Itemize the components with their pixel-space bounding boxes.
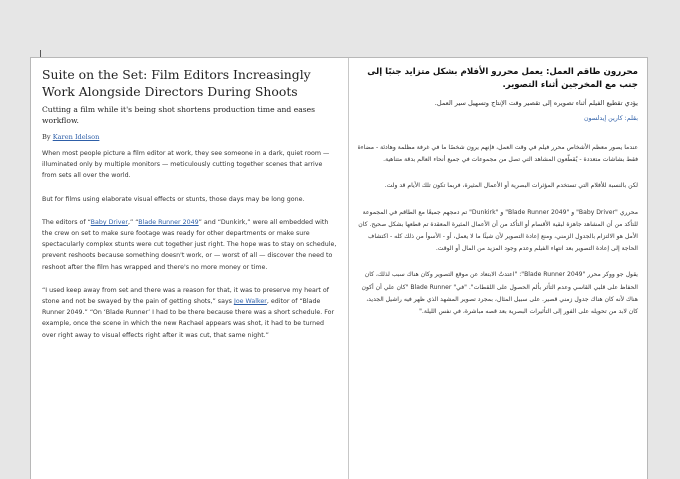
p3-text-a: The editors of “ (42, 218, 91, 226)
paragraph-ar-4: يقول جو ووكر محرر "Blade Runner 2049": "اعتدتُ الابتعاد عن موقع التصوير وكان هناك سبب لذلك، كان الحفاظ على قلبي القاسي وعدم التأثر بألم الحصول على اللقطات". "في" Blade Runner "كان علي أن أكون هناك لأنه كان هناك جدول زمني قصير. على سبيل المثال، بمجرد تصوير المشهد الذي ظهر فيه راشيل الجديد، كان لابد من تحويله على الفور إلى التأثيرات البصرية بعد قصه مباشرة، في نفس الليلة." (361, 271, 638, 316)
article-title-en: Suite on the Set: Film Editors Increasingly Work Alongside Directors During Shoots (42, 67, 311, 99)
blade-runner-link[interactable]: Blade Runner 2049 (138, 218, 199, 226)
paragraph-en-2: But for films using elaborate visual effects or stunts, those days may be long gone. (42, 195, 305, 203)
document-page (30, 57, 648, 479)
article-title-ar: محررون طاقم العمل: يعمل محررو الأفلام بشكل متزايد جنبًا إلى جنب مع المخرجين أثناء التصوير. (367, 67, 638, 90)
arabic-column (356, 66, 638, 332)
byline-ar: بقلم: كارين إيدلسون (583, 115, 638, 122)
column-divider (348, 58, 349, 479)
joe-walker-link[interactable]: Joe Walker (233, 298, 267, 306)
byline-en (42, 132, 338, 142)
paragraph-ar-3: محرري "Baby Driver" و "Blade Runner 2049" و "Dunkirk" تم دمجهم جميعًا مع الطاقم في المجموعة للتأكد من أن المشاهد جاهزة لبقية الأقسام أو التأكد من أن الأعمال المثيرة المعقدة تم قطعها بشكل صحيح. كان الأمل هو الالتزام بالجدول الزمني، ومنع إعادة التصوير لأن شيئًا ما لا يعمل، أو - الأسوأ من ذلك كله - اكتشاف الحاجة إلى إعادة التصوير بعد انتهاء الفيلم وعدم وجود المزيد من المال أو الوقت. (358, 208, 638, 253)
english-column (42, 66, 338, 353)
p4-text-a: “I used keep away from set and there was a reason for that, it was to preserve my heart of stone and not be swayed by the pain of getting shots,” says (42, 286, 329, 306)
author-link-en[interactable]: Karen Idelson (52, 133, 100, 141)
paragraph-en-3 (42, 217, 338, 273)
p3-text-c: ” and “Dunkirk,” were all embedded with the crew on set to make sure footage was ready for other departments or make sure spectacularly complex stunts were cut together just right. The hope was to stay on schedule, prevent reshoots because something doesn't work, or — worst of all — discover the need to reshoot after the film has wrapped and there's no more money or time. (42, 218, 337, 271)
paragraph-en-1: When most people picture a film editor at work, they see someone in a dark, quiet room — illuminated only by multiple monitors — meticulously cutting together scenes that arrive from sets all over the world. (42, 150, 330, 180)
p3-text-b: ,” “ (127, 218, 139, 226)
p4-text-b: , editor of “Blade Runner 2049.” “On ‘Blade Runner’ I had to be there because there was a short schedule. For example, once the scene in which the new Rachael appears was shot, it had to be turned over right away to visual effects right after it was cut, that same night.” (42, 298, 335, 339)
article-subtitle-ar: يؤدي تقطيع الفيلم أثناء تصويره إلى تقصير وقت الإنتاج وتسهيل سير العمل. (434, 99, 638, 107)
paragraph-ar-2: لكن بالنسبة للأفلام التي تستخدم المؤثرات البصرية أو الأعمال المثيرة، فربما تكون تلك الأيام قد ولت. (384, 182, 638, 190)
paragraph-ar-1: عندما يصور معظم الأشخاص محرر فيلم في وقت العمل، فإنهم يرون شخصًا ما في غرفة مظلمة وهادئة - مضاءة فقط بشاشات متعددة - يُقطّعون المشاهد التي تصل من مجموعات في جميع أنحاء العالم بدقة متناهية. (357, 144, 638, 164)
article-subtitle-en: Cutting a film while it's being shot shortens production time and eases workflow. (42, 105, 316, 125)
paragraph-en-4 (42, 285, 338, 341)
baby-driver-link[interactable]: Baby Driver (90, 218, 128, 226)
byline-prefix: By (42, 133, 51, 141)
